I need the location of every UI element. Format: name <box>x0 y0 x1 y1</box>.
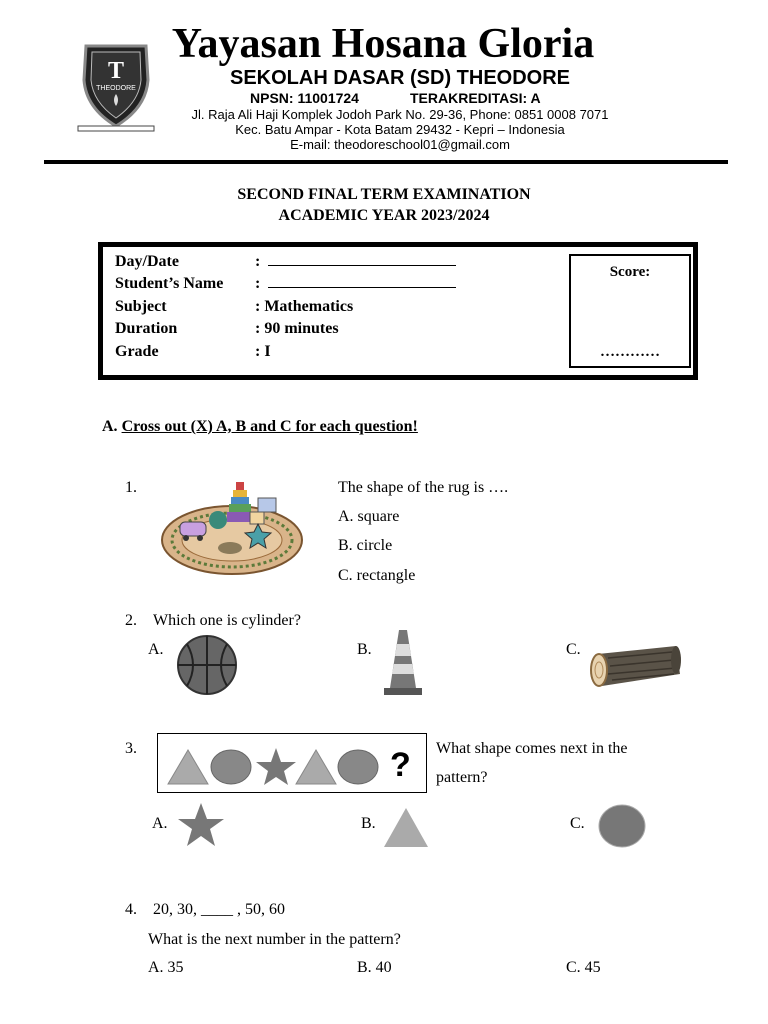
info-label: Subject <box>115 298 167 315</box>
question-1-text: The shape of the rug is …. <box>338 479 509 496</box>
question-4-option-b[interactable]: B. 40 <box>357 959 392 976</box>
pattern-question-mark: ? <box>390 746 411 784</box>
info-value: : <box>255 275 261 292</box>
triangle-icon <box>296 750 336 784</box>
question-4-sequence: 20, 30, ____ , 50, 60 <box>153 901 285 918</box>
wooden-log-icon[interactable] <box>588 644 684 690</box>
info-label: Grade <box>115 343 159 360</box>
question-4-option-c[interactable]: C. 45 <box>566 959 601 976</box>
student-info-box <box>98 242 698 380</box>
info-label: Student’s Name <box>115 275 224 292</box>
score-dots: ………… <box>600 344 660 360</box>
info-value: : 90 minutes <box>255 320 339 337</box>
exam-title: SECOND FINAL TERM EXAMINATION <box>237 186 531 203</box>
question-2-number: 2. <box>125 612 137 629</box>
info-row-grade <box>115 343 271 361</box>
info-label: Day/Date <box>115 253 179 270</box>
score-label: Score: <box>609 264 651 280</box>
triangle-icon[interactable] <box>381 804 431 850</box>
date-blank-line <box>268 253 456 266</box>
info-value: : I <box>255 343 271 360</box>
question-4-number: 4. <box>125 901 137 918</box>
traffic-cone-icon[interactable] <box>382 628 424 696</box>
question-4-option-a[interactable]: A. 35 <box>148 959 184 976</box>
score-box <box>569 254 691 368</box>
school-subtitle: SEKOLAH DASAR (SD) THEODORE <box>229 67 570 89</box>
question-4-text: What is the next number in the pattern? <box>148 931 401 948</box>
shape-pattern-box <box>157 733 427 793</box>
question-1-number: 1. <box>125 479 137 496</box>
circle-icon[interactable] <box>597 803 647 849</box>
question-3-option-a[interactable]: A. <box>152 815 168 832</box>
question-3-option-b[interactable]: B. <box>361 815 376 832</box>
question-1-option-c[interactable]: C. rectangle <box>338 567 416 584</box>
info-value: : Mathematics <box>255 298 354 315</box>
question-2-option-c[interactable]: C. <box>566 641 581 658</box>
accreditation-text: TERAKREDITASI: A <box>410 90 541 106</box>
star-icon[interactable] <box>176 801 226 849</box>
address-line-1: Jl. Raja Ali Haji Komplek Jodoh Park No. 29-36, Phone: 0851 0008 7071 <box>191 107 609 122</box>
section-a-heading <box>102 418 418 436</box>
question-2-option-a[interactable]: A. <box>148 641 164 658</box>
question-3-option-c[interactable]: C. <box>570 815 585 832</box>
info-value: : <box>255 253 261 270</box>
svg-text:THEODORE: THEODORE <box>96 85 136 92</box>
academic-year: ACADEMIC YEAR 2023/2024 <box>278 207 490 224</box>
question-1-option-b[interactable]: B. circle <box>338 537 393 554</box>
question-3-number: 3. <box>125 740 137 757</box>
school-crest-icon <box>76 40 156 132</box>
question-2-text: Which one is cylinder? <box>153 612 301 629</box>
svg-text:T: T <box>107 58 125 84</box>
header-divider <box>44 160 728 164</box>
question-2-option-b[interactable]: B. <box>357 641 372 658</box>
info-label: Duration <box>115 320 178 337</box>
section-instruction: Cross out (X) A, B and C for each question! <box>121 418 418 435</box>
circle-icon <box>338 750 378 784</box>
question-1-option-a[interactable]: A. square <box>338 508 400 525</box>
section-letter: A. <box>102 418 118 435</box>
info-row-duration <box>115 320 339 338</box>
question-3-text-line-2: pattern? <box>436 769 488 786</box>
triangle-icon <box>168 750 208 784</box>
basketball-icon[interactable] <box>175 634 239 696</box>
npsn-text: NPSN: 11001724 <box>250 90 359 106</box>
question-3-text-line-1: What shape comes next in the <box>436 740 628 757</box>
info-row-date <box>115 253 456 271</box>
shape-pattern <box>158 734 426 792</box>
info-row-subject <box>115 298 353 316</box>
toy-rug-icon <box>160 478 310 578</box>
address-line-2: Kec. Batu Ampar - Kota Batam 29432 - Kepri – Indonesia <box>235 122 565 137</box>
school-name: Yayasan Hosana Gloria <box>171 21 595 67</box>
info-row-name <box>115 275 456 293</box>
star-icon <box>256 748 296 785</box>
email-text: E-mail: theodoreschool01@gmail.com <box>290 137 510 152</box>
circle-icon <box>211 750 251 784</box>
name-blank-line <box>268 275 456 288</box>
